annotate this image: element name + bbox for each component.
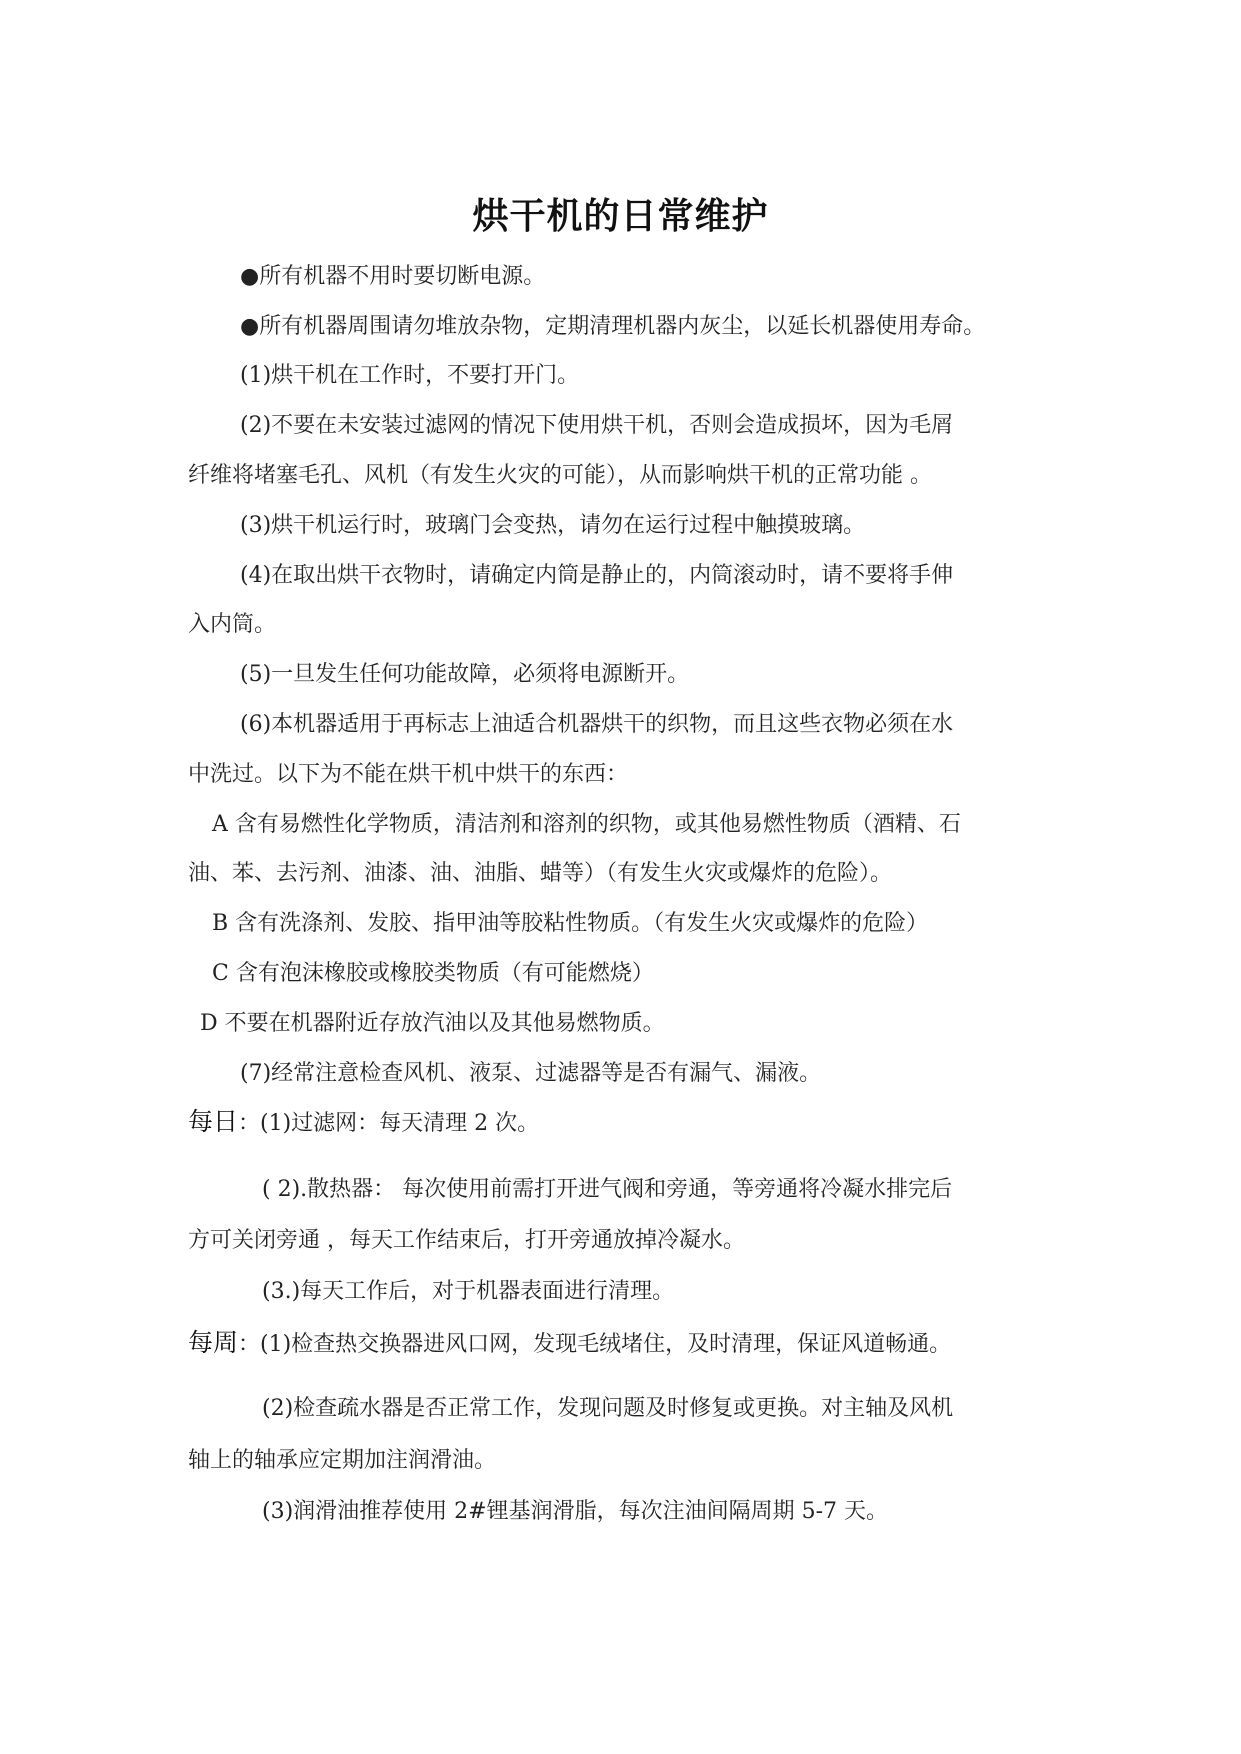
text-line: ( 2).散热器： 每次使用前需打开进气阀和旁通，等旁通将冷凝水排完后 xyxy=(262,1177,953,1202)
text-line: 油、苯、去污剂、油漆、油、油脂、蜡等）（有发生火灾或爆炸的危险）。 xyxy=(188,861,893,886)
text-line: 轴上的轴承应定期加注润滑油。 xyxy=(188,1448,497,1473)
text-line: 纤维将堵塞毛孔、风机（有发生火灾的可能），从而影响烘干机的正常功能 。 xyxy=(188,463,932,488)
text-line: ●所有机器周围请勿堆放杂物，定期清理机器内灰尘，以延长机器使用寿命。 xyxy=(240,314,986,339)
daily-item-1: ：(1)过滤网：每天清理 2 次。 xyxy=(238,1111,540,1136)
text-line: (7)经常注意检查风机、液泵、过滤器等是否有漏气、漏液。 xyxy=(240,1061,822,1086)
text-line: (3)润滑油推荐使用 2#锂基润滑脂，每次注油间隔周期 5-7 天。 xyxy=(262,1499,889,1524)
text-line: (5)一旦发生任何功能故障，必须将电源断开。 xyxy=(240,662,690,687)
text-line: (2)检查疏水器是否正常工作，发现问题及时修复或更换。对主轴及风机 xyxy=(262,1396,954,1421)
text-line: 入内筒。 xyxy=(188,612,277,637)
text-line: (3)烘干机运行时，玻璃门会变热，请勿在运行过程中触摸玻璃。 xyxy=(240,513,866,538)
weekly-label: 每周 xyxy=(188,1328,239,1357)
text-line: D 不要在机器附近存放汽油以及其他易燃物质。 xyxy=(200,1011,665,1036)
daily-section-heading xyxy=(188,1107,539,1139)
text-line: 中洗过。以下为不能在烘干机中烘干的东西： xyxy=(188,762,629,787)
text-line: C 含有泡沫橡胶或橡胶类物质（有可能燃烧） xyxy=(212,961,654,986)
weekly-item-1: ：(1)检查热交换器进风口网，发现毛绒堵住，及时清理，保证风道畅通。 xyxy=(238,1332,952,1357)
text-line: B 含有洗涤剂、发胶、指甲油等胶粘性物质。（有发生火灾或爆炸的危险） xyxy=(212,911,929,936)
text-line: (2)不要在未安装过滤网的情况下使用烘干机，否则会造成损坏，因为毛屑 xyxy=(240,413,954,438)
text-line: (6)本机器适用于再标志上油适合机器烘干的织物，而且这些衣物必须在水 xyxy=(240,712,954,737)
text-line: 方可关闭旁通 ，每天工作结束后，打开旁通放掉冷凝水。 xyxy=(188,1228,745,1253)
page-title: 烘干机的日常维护 xyxy=(472,196,769,237)
text-line: A 含有易燃性化学物质，清洁剂和溶剂的织物，或其他易燃性物质（酒精、石 xyxy=(212,812,961,837)
weekly-section-heading xyxy=(188,1328,951,1360)
text-line: ●所有机器不用时要切断电源。 xyxy=(240,264,546,289)
text-line: (1)烘干机在工作时，不要打开门。 xyxy=(240,363,580,388)
daily-label: 每日 xyxy=(188,1107,239,1136)
text-line: (3.)每天工作后，对于机器表面进行清理。 xyxy=(262,1279,675,1304)
text-line: (4)在取出烘干衣物时，请确定内筒是静止的，内筒滚动时，请不要将手伸 xyxy=(240,563,954,588)
